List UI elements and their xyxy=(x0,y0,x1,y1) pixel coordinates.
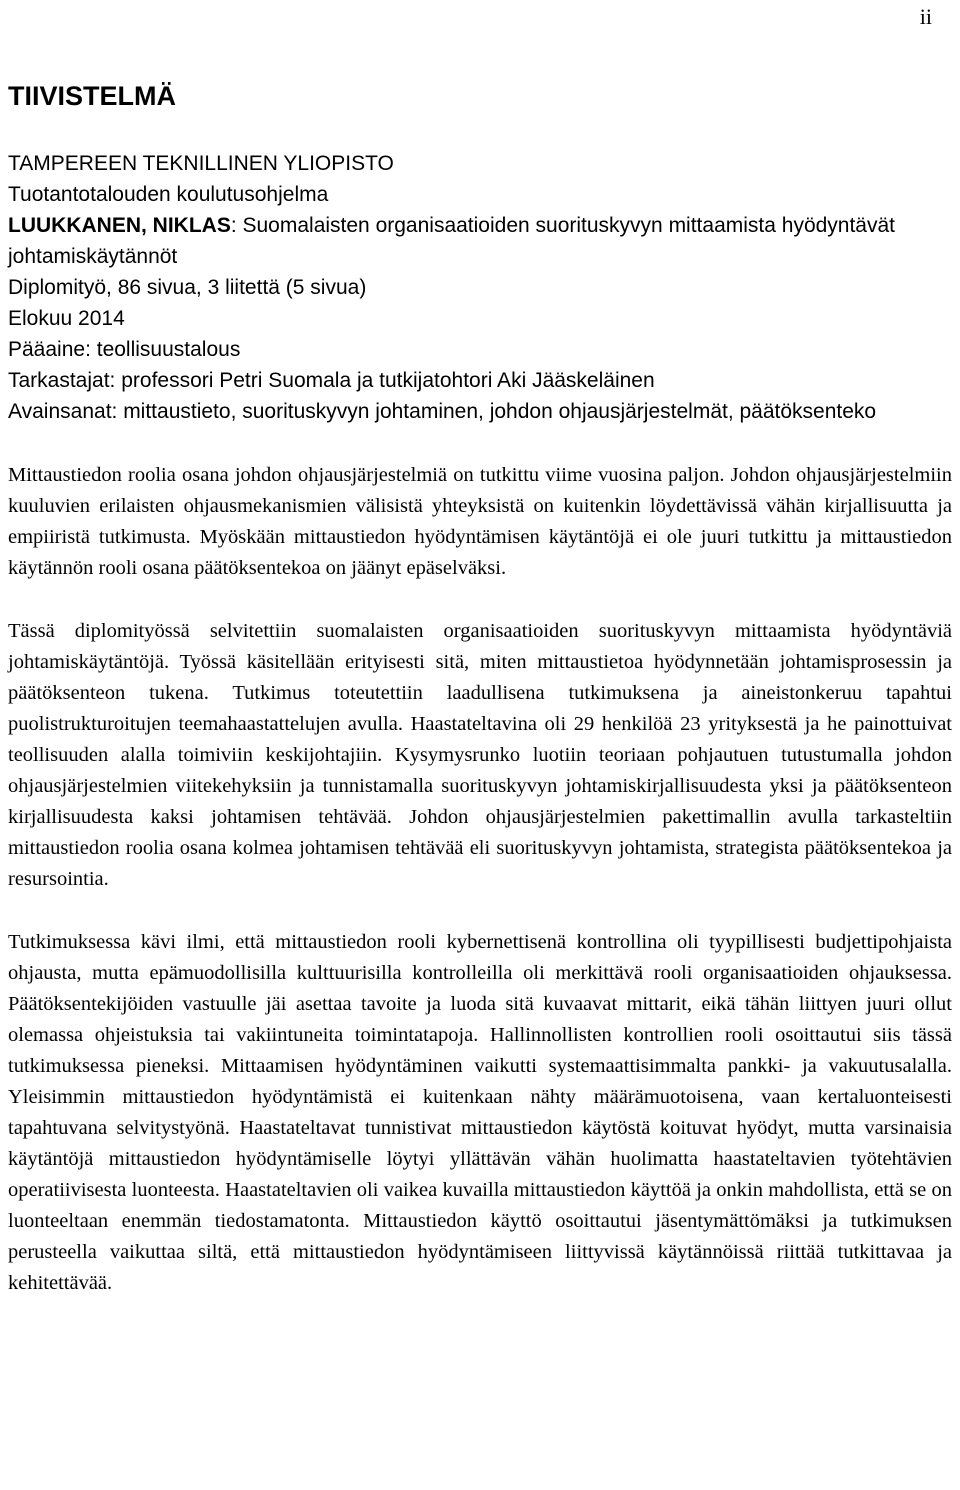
university-name: TAMPEREEN TEKNILLINEN YLIOPISTO xyxy=(8,152,394,175)
thesis-date: Elokuu 2014 xyxy=(8,307,125,330)
examiners: Tarkastajat: professori Petri Suomala ja tutkijatohtori Aki Jääskeläinen xyxy=(8,369,655,392)
major-subject: Pääaine: teollisuustalous xyxy=(8,338,241,361)
thesis-metadata xyxy=(8,148,952,427)
abstract-paragraph-2: Tässä diplomityössä selvitettiin suomalaisten organisaatioiden suorituskyvyn mittaamista hyödyntäviä johtamiskäytäntöjä. Työssä käsitellään erityisesti sitä, miten mittaustietoa hyödynnetään johtamisprosessin ja päätöksenteon tukena. Tutkimus toteutettiin laadullisena tutkimuksena ja aineistonkeruu tapahtui puolistrukturoitujen teemahaastattelujen avulla. Haastateltavina oli 29 henkilöä 23 yrityksestä ja he painottuivat teollisuuden alalla toimiviin keskijohtajiin. Kysymysrunko luotiin teoriaan pohjautuen tutustumalla johdon ohjausjärjestelmien viitekehyksiin ja tunnistamalla suorituskyvyn johtamiskirjallisuudesta yksi ja päätöksenteon kirjallisuudesta kaksi johtamisen tehtävää. Johdon ohjausjärjestelmien pakettimallin avulla tarkasteltiin mittaustiedon roolia osana kolmea johtamisen tehtävää eli suorituskyvyn johtamista, strategista päätöksentekoa ja resursointia. xyxy=(8,620,952,890)
abstract-paragraph-1: Mittaustiedon roolia osana johdon ohjausjärjestelmiä on tutkittu viime vuosina paljon. Johdon ohjausjärjestelmiin kuuluvien erilaisten ohjausmekanismien välisistä yhteyksistä on kuitenkin löydettävissä vähän kirjallisuutta ja empiiristä tutkimusta. Myöskään mittaustiedon hyödyntämisen käytäntöjä ei ole juuri tutkittu ja mittaustiedon käytännön rooli osana päätöksentekoa on jäänyt epäselväksi. xyxy=(8,464,952,579)
thesis-info: Diplomityö, 86 sivua, 3 liitettä (5 sivua) xyxy=(8,276,367,299)
thesis-title: : Suomalaisten organisaatioiden suorituskyvyn mittaamista hyödyntävät johtamiskäytännöt xyxy=(8,214,896,268)
abstract-page xyxy=(8,78,952,1299)
keywords: Avainsanat: mittaustieto, suorituskyvyn johtaminen, johdon ohjausjärjestelmät, päätöksenteko xyxy=(8,400,877,423)
author-name: LUUKKANEN, NIKLAS xyxy=(8,214,231,237)
author-and-title xyxy=(8,210,952,272)
page-title: TIIVISTELMÄ xyxy=(8,81,176,111)
degree-program: Tuotantotalouden koulutusohjelma xyxy=(8,183,329,206)
page-number: ii xyxy=(919,4,932,29)
abstract-paragraph-3: Tutkimuksessa kävi ilmi, että mittaustiedon rooli kybernettisenä kontrollina oli tyypillisesti budjettipohjaista ohjausta, mutta epämuodollisilla kulttuurisilla kontrolleilla oli merkittävä rooli organisaatioiden ohjauksessa. Päätöksentekijöiden vastuulle jäi asettaa tavoite ja luoda sitä kuvaavat mittarit, eikä tähän liittyen juuri ollut olemassa ohjeistuksia tai vakiintuneita toimintatapoja. Hallinnollisten kontrollien rooli osoittautui siis tässä tutkimuksessa pieneksi. Mittaamisen hyödyntäminen vaikutti systemaattisimmalta pankki- ja vakuutusalalla. Yleisimmin mittaustiedon hyödyntämistä ei kuitenkaan nähty määrämuotoisena, vaan kertaluonteisesti tapahtuvana selvitystyönä. Haastateltavat tunnistivat mittaustiedon käytöstä koituvat hyödyt, mutta varsinaisia käytäntöjä mittaustiedon hyödyntämiselle löytyi yllättävän vähän huolimatta haastateltavien työtehtävien operatiivisesta luonteesta. Haastateltavien oli vaikea kuvailla mittaustiedon käyttöä ja onkin mahdollista, että se on luonteeltaan enemmän tiedostamatonta. Mittaustiedon käyttö osoittautui jäsentymättömäksi ja tutkimuksen perusteella vaikuttaa siltä, että mittaustiedon hyödyntämiseen liittyvissä käytännöissä riittää tutkittavaa ja kehitettävää. xyxy=(8,931,952,1294)
